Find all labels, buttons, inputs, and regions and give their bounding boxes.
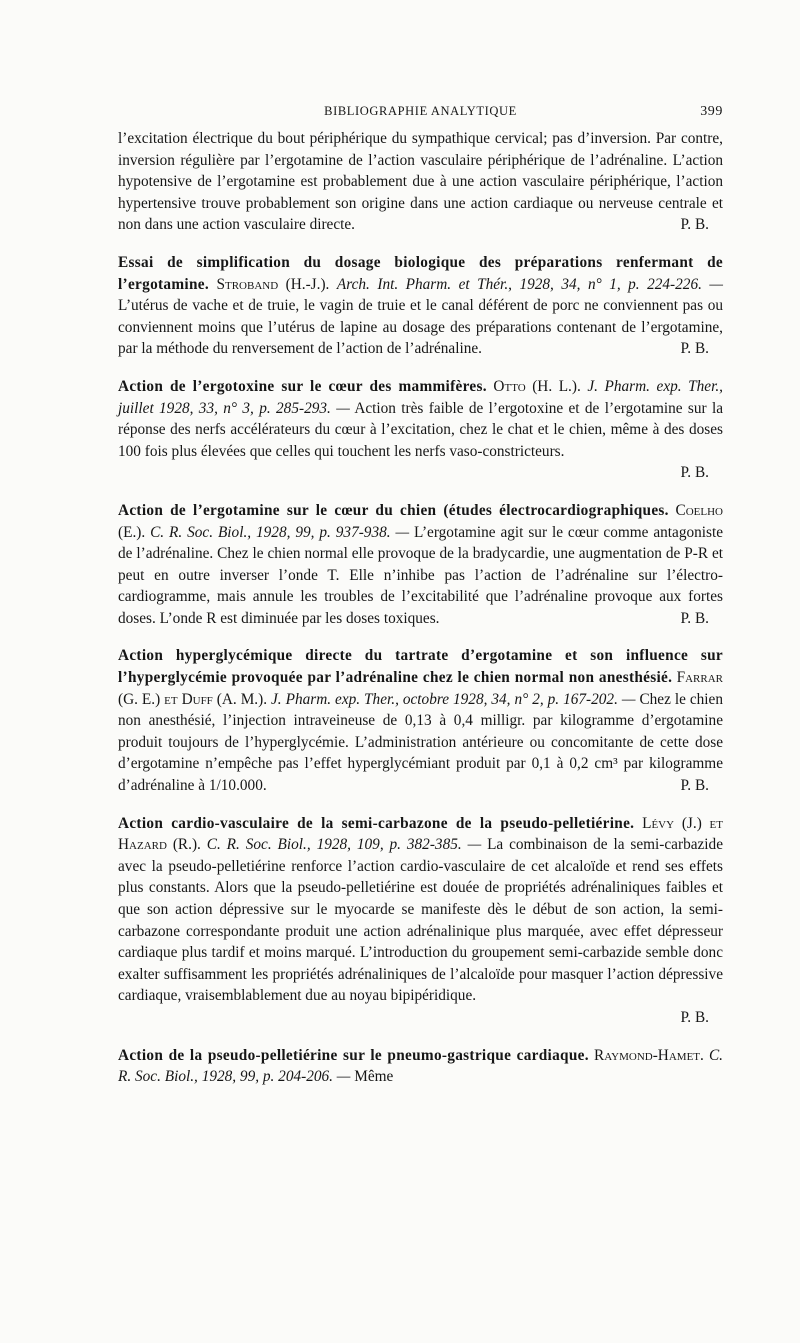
entry-semicarbazone	[118, 813, 723, 1029]
entry-author: Coelho (E.).	[118, 501, 723, 541]
entry-continuation	[118, 128, 723, 236]
entry-citation: Arch. Int. Pharm. et Thér., 1928, 34, n° 1, p. 224-226. —	[336, 275, 723, 293]
entry-author: Lévy (J.) et Hazard (R.).	[118, 814, 723, 854]
entry-signature: P. B.	[680, 464, 709, 482]
running-title: BIBLIOGRAPHIE ANALYTIQUE	[324, 104, 517, 118]
entry-heading: Action de la pseudo-pelletiérine sur le pneumo-gastrique cardiaque.	[118, 1046, 589, 1064]
entry-citation: C. R. Soc. Biol., 1928, 109, p. 382-385. —	[206, 836, 482, 854]
entry-signature: P. B.	[680, 777, 709, 795]
entry-citation: J. Pharm. exp. Ther., octobre 1928, 34, n° 2, p. 167-202. —	[271, 690, 636, 708]
entry-author: Raymond-Hamet.	[594, 1046, 704, 1064]
entry-ergotamine-dosage	[118, 252, 723, 360]
entry-heading: Action cardio-vasculaire de la semi-carbazone de la pseudo-pelletiérine.	[118, 814, 635, 832]
entry-text: l’excitation électrique du bout périphérique du sympathique cervical; pas d’inversion. Par contre, inversion régulière par l’ergotamine de l’action vasculaire périphérique de l’adrénaline. L’action hypotensive de l’ergotamine est probablement due à une action vasculaire périphérique, l’action hypertensive trouve probablement son origine dans une action cardiaque ou nerveuse centrale et non dans une action vasculaire directe.	[118, 130, 723, 234]
entry-body	[118, 252, 723, 360]
entry-signature: P. B.	[680, 1008, 709, 1026]
entry-author: Farrar (G. E.) et Duff (A. M.).	[118, 669, 723, 708]
entry-author: Otto (H. L.).	[493, 377, 581, 395]
entry-citation: J. Pharm. exp. Ther., juillet 1928, 33, n° 3, p. 285-293. —	[118, 377, 724, 417]
entry-text: Même	[354, 1068, 394, 1086]
entry-text: La combinaison de la semi-carbazide avec la pseudo-pelletiérine renforce l’action cardio-vasculaire de cet alcaloïde et rend ses effets plus constants. Alors que la pseudo-pelletiérine est douée de propriétés adrénaliniques faibles et que son action dépressive sur le myocarde se manifeste dès le début de son action, la semi-carbazone correspondante produit une action adrénalinique plus marquée, avec effet dépresseur cardiaque plus tardif et moins marqué. L’introduction du groupement semi-carbazide semble donc exalter suffisamment les propriétés adrénaliniques de l’alcaloïde pour masquer l’action dépressive cardiaque, vraisemblablement due au noyau bipipéridique.	[118, 836, 723, 1005]
entry-heading: Action hyperglycémique directe du tartrate d’ergotamine et son influence sur l’hyperglycémie provoquée par l’adrénaline chez le chien normal non anesthésié.	[118, 647, 723, 687]
page-number: 399	[700, 104, 723, 119]
entry-body	[118, 645, 723, 796]
entry-signature: P. B.	[680, 340, 709, 358]
entry-heading: Action de l’ergotamine sur le cœur du chien (études électrocardiographiques.	[118, 501, 669, 519]
entry-heading: Action de l’ergotoxine sur le cœur des mammifères.	[118, 377, 487, 395]
entry-citation: C. R. Soc. Biol., 1928, 99, p. 937-938. —	[150, 523, 410, 541]
entry-citation: C. R. Soc. Biol., 1928, 99, p. 204-206. —	[118, 1046, 724, 1086]
entry-body	[118, 128, 723, 236]
entry-signature: P. B.	[680, 609, 709, 627]
entry-text: L’ergotamine agit sur le cœur comme antagoniste de l’adrénaline. Chez le chien normal elle provoque de la bradycardie, une augmentation de P-R et peut en outre inverser l’onde T. Elle n’inhibe pas l’action de l’adrénaline sur l’électro-cardiogramme, mais annule les troubles de l’excitabilité que l’adrénaline provoque aux fortes doses. L’onde R est diminuée par les doses toxiques.	[118, 523, 724, 627]
entry-author: Stroband (H.-J.).	[216, 275, 330, 293]
entry-text: L’utérus de vache et de truie, le vagin de truie et le canal déférent de porc ne conviennent pas ou conviennent moins que l’utérus de lapine au dosage des préparations contenant de l’ergotamine, par la méthode du renversement de l’action de l’adrénaline.	[118, 297, 723, 358]
bibliography-entries	[118, 128, 723, 1104]
entry-body	[118, 376, 723, 462]
entry-signature: P. B.	[680, 216, 709, 234]
entry-body	[118, 813, 723, 1007]
entry-pseudopelletierine	[118, 1045, 723, 1088]
entry-ergotamine-dog-heart	[118, 500, 723, 630]
entry-text: Chez le chien non anesthésié, l’injection intraveineuse de 0,13 à 0,4 milligr. par kilogramme d’ergotamine produit toujours de l’hyperglycémie. L’administration antérieure ou concomitante de cette dose d’ergotamine n’empêche pas l’effet hyperglycémiant produit par 0,1 à 0,2 cm³ par kilogramme d’adrénaline à 1/10.000.	[118, 690, 723, 795]
entry-body	[118, 1045, 723, 1088]
entry-heading: Essai de simplification du dosage biologique des préparations renfermant de l’ergotamine.	[118, 253, 723, 293]
entry-hyperglycemia	[118, 645, 723, 796]
entry-body	[118, 500, 723, 630]
entry-text: Action très faible de l’ergotoxine et de l’ergotamine sur la réponse des nerfs accélérateurs du cœur à l’excitation, chez le chat et le chien, même à des doses 100 fois plus élevées que celles qui touchent les nerfs vaso-constricteurs.	[118, 399, 724, 460]
entry-ergotoxine-heart	[118, 376, 723, 484]
running-header	[118, 101, 723, 121]
